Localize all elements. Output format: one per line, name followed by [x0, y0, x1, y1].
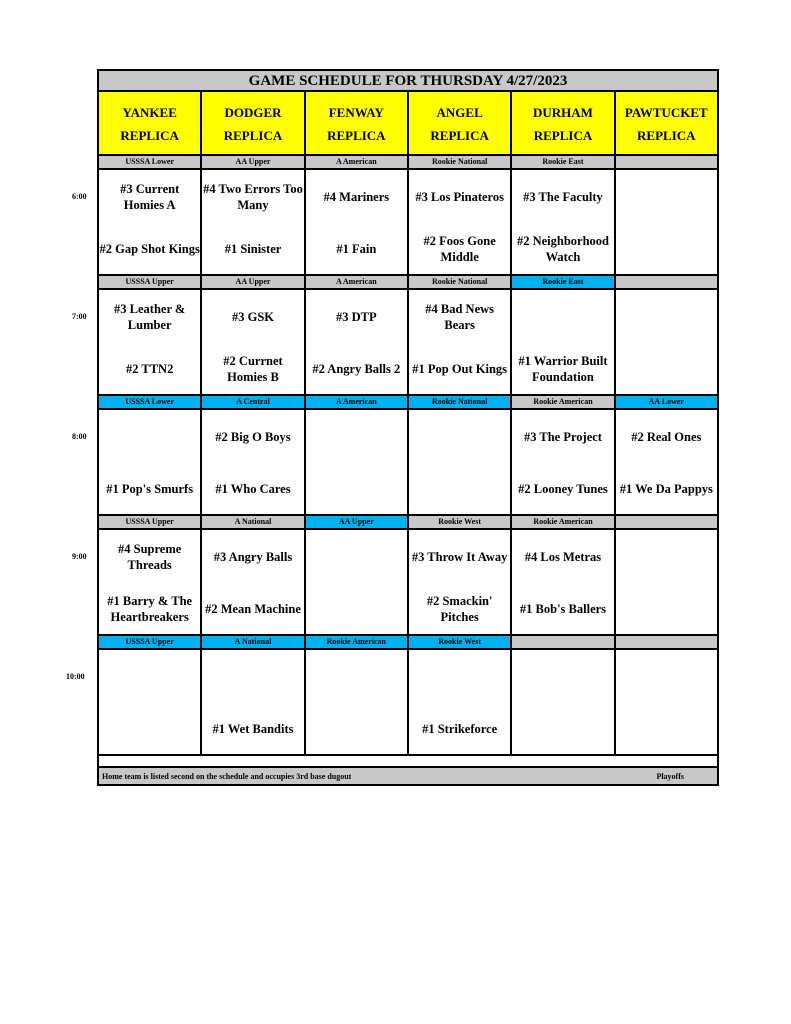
visiting-team: #4 Mariners	[323, 190, 390, 204]
home-team	[306, 592, 407, 626]
visiting-team	[512, 660, 613, 694]
time-label: 10:00	[66, 672, 85, 681]
time-label: 8:00	[72, 432, 87, 441]
division-label	[616, 516, 717, 528]
game-cell	[512, 650, 615, 754]
home-team: #1 Who Cares	[215, 482, 291, 496]
game-cell	[512, 530, 615, 634]
game-cell	[99, 530, 202, 634]
home-team: #1 Sinister	[224, 242, 282, 256]
visiting-team: #3 Current Homies A	[120, 182, 180, 212]
division-label: Rookie American	[512, 516, 615, 528]
field-header: ANGEL REPLICA	[409, 92, 512, 154]
visiting-team	[616, 180, 717, 214]
game-slot-row	[99, 650, 717, 756]
field-header: DURHAM REPLICA	[512, 92, 615, 154]
field-header: DODGER REPLICA	[202, 92, 305, 154]
game-cell	[409, 290, 512, 394]
visiting-team: #3 DTP	[336, 310, 377, 324]
division-row	[99, 516, 717, 530]
game-cell	[512, 290, 615, 394]
game-cell	[202, 530, 305, 634]
game-cell	[512, 410, 615, 514]
home-team: #2 Mean Machine	[205, 602, 301, 616]
home-team	[616, 592, 717, 626]
home-team	[306, 712, 407, 746]
home-team	[616, 232, 717, 266]
division-label: A American	[306, 276, 409, 288]
division-label: AA Lower	[616, 396, 717, 408]
division-label: A American	[306, 396, 409, 408]
home-team	[306, 472, 407, 506]
visiting-team	[409, 420, 510, 454]
home-team: #2 TTN2	[125, 362, 174, 376]
division-label: A National	[202, 636, 305, 648]
home-team: #1 Warrior Built Foundation	[518, 354, 608, 384]
home-team: #2 Angry Balls 2	[312, 362, 401, 376]
home-team: #2 Smackin' Pitches	[426, 594, 493, 624]
home-team	[512, 712, 613, 746]
schedule-footer	[99, 766, 717, 784]
home-team	[99, 712, 200, 746]
visiting-team	[306, 660, 407, 694]
division-label: A National	[202, 516, 305, 528]
game-cell	[409, 530, 512, 634]
field-header: YANKEE REPLICA	[99, 92, 202, 154]
division-label: Rookie West	[409, 636, 512, 648]
schedule-grid	[99, 92, 717, 756]
game-slot-row	[99, 170, 717, 276]
visiting-team: #2 Real Ones	[631, 430, 702, 444]
game-cell	[99, 410, 202, 514]
home-team: #2 Foos Gone Middle	[423, 234, 496, 264]
visiting-team: #3 Los Pinateros	[415, 190, 504, 204]
division-label	[616, 276, 717, 288]
field-header: PAWTUCKET REPLICA	[616, 92, 717, 154]
home-team	[409, 472, 510, 506]
game-cell	[616, 290, 717, 394]
visiting-team: #2 Big O Boys	[215, 430, 291, 444]
game-cell	[616, 650, 717, 754]
division-row	[99, 636, 717, 650]
visiting-team	[616, 540, 717, 574]
game-cell	[616, 170, 717, 274]
division-label: USSSA Upper	[99, 276, 202, 288]
visiting-team	[409, 660, 510, 694]
game-cell	[306, 650, 409, 754]
game-cell	[202, 290, 305, 394]
division-label: USSSA Lower	[99, 396, 202, 408]
visiting-team	[616, 660, 717, 694]
game-cell	[99, 170, 202, 274]
game-cell	[306, 290, 409, 394]
home-team: #2 Currnet Homies B	[223, 354, 283, 384]
home-team: #1 Pop Out Kings	[412, 362, 508, 376]
visiting-team: #3 The Faculty	[523, 190, 603, 204]
division-label: Rookie National	[409, 156, 512, 168]
time-label: 6:00	[72, 192, 87, 201]
home-team	[616, 712, 717, 746]
home-team: #1 Bob's Ballers	[519, 602, 607, 616]
home-team: #1 Barry & The Heartbreakers	[107, 594, 193, 624]
home-team: #1 Fain	[336, 242, 377, 256]
time-label: 7:00	[72, 312, 87, 321]
playoffs-label: Playoffs	[656, 772, 684, 781]
division-label: AA Upper	[202, 156, 305, 168]
division-label: Rookie National	[409, 396, 512, 408]
division-label: Rookie East	[512, 276, 615, 288]
time-label: 9:00	[72, 552, 87, 561]
division-label: USSSA Upper	[99, 516, 202, 528]
home-team: #2 Neighborhood Watch	[516, 234, 609, 264]
game-slot-row	[99, 530, 717, 636]
field-header-row	[99, 92, 717, 156]
division-label: AA Upper	[202, 276, 305, 288]
game-cell	[202, 170, 305, 274]
game-slot-row	[99, 290, 717, 396]
division-row	[99, 276, 717, 290]
game-cell	[616, 410, 717, 514]
game-cell	[99, 290, 202, 394]
schedule-title: GAME SCHEDULE FOR THURSDAY 4/27/2023	[99, 71, 717, 92]
home-team: #1 Wet Bandits	[212, 722, 294, 736]
game-cell	[616, 530, 717, 634]
game-cell	[409, 410, 512, 514]
visiting-team: #4 Supreme Threads	[118, 542, 182, 572]
division-label: AA Upper	[306, 516, 409, 528]
visiting-team	[306, 540, 407, 574]
home-team: #1 Pop's Smurfs	[106, 482, 194, 496]
game-cell	[409, 650, 512, 754]
division-label: Rookie East	[512, 156, 615, 168]
visiting-team	[306, 420, 407, 454]
field-header: FENWAY REPLICA	[306, 92, 409, 154]
visiting-team: #3 The Project	[523, 430, 602, 444]
division-label: Rookie National	[409, 276, 512, 288]
division-row	[99, 396, 717, 410]
visiting-team	[616, 300, 717, 334]
game-cell	[99, 650, 202, 754]
schedule-sheet	[97, 69, 719, 786]
visiting-team: #4 Two Errors Too Many	[203, 182, 303, 212]
division-row	[99, 156, 717, 170]
game-cell	[202, 410, 305, 514]
home-team	[616, 352, 717, 386]
home-team: #2 Looney Tunes	[518, 482, 608, 496]
home-team: #1 We Da Pappys	[619, 482, 713, 496]
visiting-team: #4 Bad News Bears	[425, 302, 495, 332]
visiting-team	[202, 660, 303, 694]
visiting-team	[99, 660, 200, 694]
division-label: USSSA Upper	[99, 636, 202, 648]
division-label	[616, 636, 717, 648]
game-cell	[306, 530, 409, 634]
home-team-note: Home team is listed second on the schedule and occupies 3rd base dugout	[102, 772, 352, 781]
game-cell	[306, 410, 409, 514]
visiting-team	[99, 420, 200, 454]
game-cell	[512, 170, 615, 274]
visiting-team: #3 Leather & Lumber	[114, 302, 186, 332]
division-label: Rookie American	[306, 636, 409, 648]
game-slot-row	[99, 410, 717, 516]
game-cell	[409, 170, 512, 274]
division-label: Rookie American	[512, 396, 615, 408]
game-cell	[306, 170, 409, 274]
visiting-team	[512, 300, 613, 334]
division-label: A American	[306, 156, 409, 168]
home-team: #1 Strikeforce	[422, 722, 498, 736]
visiting-team: #3 Angry Balls	[213, 550, 293, 564]
division-label	[512, 636, 615, 648]
division-label: A Central	[202, 396, 305, 408]
game-cell	[202, 650, 305, 754]
visiting-team: #4 Los Metras	[524, 550, 602, 564]
visiting-team: #3 GSK	[231, 310, 274, 324]
home-team: #2 Gap Shot Kings	[99, 242, 200, 256]
visiting-team: #3 Throw It Away	[411, 550, 508, 564]
division-label: USSSA Lower	[99, 156, 202, 168]
division-label	[616, 156, 717, 168]
division-label: Rookie West	[409, 516, 512, 528]
